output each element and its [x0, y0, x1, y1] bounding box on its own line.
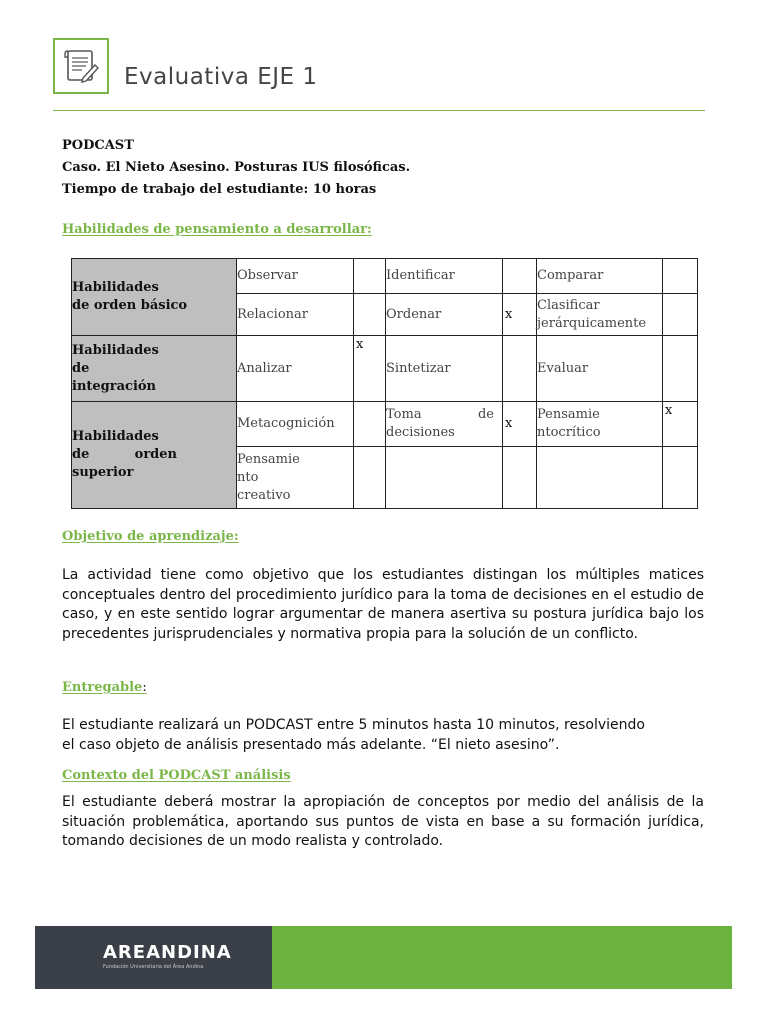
- mark-sintetizar: [503, 336, 537, 402]
- footer-green-band: [272, 926, 732, 989]
- document-edit-icon: [53, 38, 109, 94]
- areandina-logo: AREANDINA: [103, 942, 232, 963]
- skill-comparar: Comparar: [537, 259, 663, 294]
- mark-evaluar: [663, 336, 698, 402]
- skill-pensamiento-creativo: Pensamie nto creativo: [237, 447, 354, 509]
- objetivo-heading: Objetivo de aprendizaje:: [62, 529, 239, 544]
- skill-ordenar: Ordenar: [386, 294, 503, 336]
- mark-toma-decisiones: x: [503, 402, 537, 447]
- skill-observar: Observar: [237, 259, 354, 294]
- empty-cell: [503, 447, 537, 509]
- skill-evaluar: Evaluar: [537, 336, 663, 402]
- category-integration: Habilidades de integración: [72, 336, 237, 402]
- skill-pensamiento-critico: Pensamie ntocrítico: [537, 402, 663, 447]
- mark-analizar: x: [354, 336, 386, 402]
- mark-pensamiento-creativo: [354, 447, 386, 509]
- skills-table: [71, 258, 698, 509]
- mark-comparar: [663, 259, 698, 294]
- skill-metacognicion: Metacognición: [237, 402, 354, 447]
- mark-pensamiento-critico: x: [663, 402, 698, 447]
- mark-observar: [354, 259, 386, 294]
- objetivo-text: La actividad tiene como objetivo que los estudiantes distingan los múltiples matices conceptuales dentro del procedimiento jurídico para la toma de decisiones en el estudio de caso, y en este sentido lograr argumentar de manera asertiva su postura jurídica bajo los precedentes jurisprudenciales y normativa propia para la solución de un conflicto.: [62, 567, 704, 642]
- intro-podcast: PODCAST: [62, 138, 134, 153]
- mark-identificar: [503, 259, 537, 294]
- intro-block: [62, 135, 410, 201]
- empty-cell: [386, 447, 503, 509]
- skill-sintetizar: Sintetizar: [386, 336, 503, 402]
- mark-clasificar: [663, 294, 698, 336]
- mark-metacognicion: [354, 402, 386, 447]
- skill-analizar: Analizar: [237, 336, 354, 402]
- contexto-heading: Contexto del PODCAST análisis: [62, 768, 291, 783]
- skill-clasificar: Clasificar jerárquicamente: [537, 294, 663, 336]
- intro-case: Caso. El Nieto Asesino. Posturas IUS filosóficas.: [62, 160, 411, 175]
- category-basic: Habilidades de orden básico: [72, 259, 237, 336]
- page-title: Evaluativa EJE 1: [124, 64, 318, 90]
- entregable-heading: Entregable:: [62, 680, 147, 695]
- skills-heading: Habilidades de pensamiento a desarrollar:: [62, 222, 372, 237]
- mark-relacionar: [354, 294, 386, 336]
- mark-ordenar: x: [503, 294, 537, 336]
- empty-cell: [537, 447, 663, 509]
- contexto-text: El estudiante deberá mostrar la apropiación de conceptos por medio del análisis de la situación problemática, aportando sus puntos de vista en base a su formación jurídica, tomando decisiones de un modo realista y controlado.: [62, 794, 704, 849]
- empty-cell: [663, 447, 698, 509]
- skill-identificar: Identificar: [386, 259, 503, 294]
- entregable-text: El estudiante realizará un PODCAST entre 5 minutos hasta 10 minutos, resolviendo el caso objeto de análisis presentado más adelante. “El nieto asesino”.: [62, 717, 645, 753]
- header-divider: [53, 110, 705, 111]
- skill-toma-decisiones: Toma de decisiones: [386, 402, 503, 447]
- skill-relacionar: Relacionar: [237, 294, 354, 336]
- intro-time: Tiempo de trabajo del estudiante: 10 horas: [62, 182, 377, 197]
- areandina-tagline: Fundación Universitaria del Área Andina: [103, 964, 204, 970]
- category-superior: Habilidades de orden superior: [72, 402, 237, 509]
